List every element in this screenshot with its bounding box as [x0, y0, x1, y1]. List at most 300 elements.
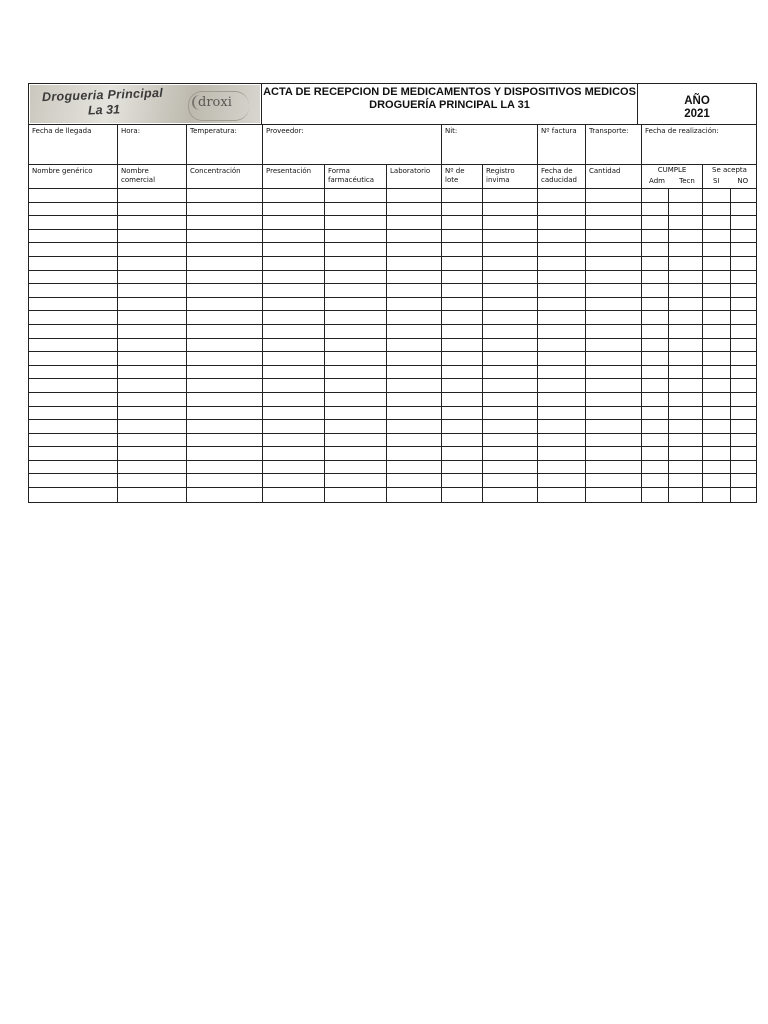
- table-cell[interactable]: [586, 216, 642, 229]
- field-fecha-llegada[interactable]: Fecha de llegada: [29, 125, 118, 164]
- table-cell[interactable]: [118, 271, 187, 284]
- table-cell[interactable]: [442, 230, 483, 243]
- table-cell[interactable]: [187, 339, 263, 352]
- table-cell[interactable]: [387, 420, 442, 433]
- table-cell[interactable]: [703, 366, 731, 379]
- table-cell[interactable]: [442, 243, 483, 256]
- table-cell[interactable]: [731, 257, 756, 270]
- table-cell[interactable]: [483, 488, 538, 502]
- table-cell[interactable]: [325, 311, 387, 324]
- table-cell[interactable]: [586, 488, 642, 502]
- table-cell[interactable]: [731, 325, 756, 338]
- table-cell[interactable]: [731, 339, 756, 352]
- table-cell[interactable]: [483, 298, 538, 311]
- table-cell[interactable]: [263, 379, 325, 392]
- table-cell[interactable]: [703, 284, 731, 297]
- table-cell[interactable]: [483, 243, 538, 256]
- table-cell[interactable]: [442, 434, 483, 447]
- table-cell[interactable]: [669, 203, 703, 216]
- table-cell[interactable]: [29, 393, 118, 406]
- table-cell[interactable]: [187, 230, 263, 243]
- table-cell[interactable]: [483, 257, 538, 270]
- table-cell[interactable]: [263, 420, 325, 433]
- table-cell[interactable]: [669, 393, 703, 406]
- table-cell[interactable]: [642, 325, 669, 338]
- table-cell[interactable]: [731, 366, 756, 379]
- table-cell[interactable]: [703, 298, 731, 311]
- table-cell[interactable]: [118, 257, 187, 270]
- table-cell[interactable]: [586, 311, 642, 324]
- table-cell[interactable]: [669, 189, 703, 202]
- table-cell[interactable]: [118, 298, 187, 311]
- table-cell[interactable]: [669, 461, 703, 474]
- field-fecha-realizacion[interactable]: Fecha de realización:: [645, 127, 719, 135]
- field-nit[interactable]: Nit:: [442, 125, 538, 164]
- table-cell[interactable]: [538, 420, 586, 433]
- table-cell[interactable]: [442, 325, 483, 338]
- table-cell[interactable]: [187, 434, 263, 447]
- table-cell[interactable]: [483, 379, 538, 392]
- table-cell[interactable]: [263, 203, 325, 216]
- table-cell[interactable]: [731, 189, 756, 202]
- table-cell[interactable]: [387, 216, 442, 229]
- table-cell[interactable]: [538, 393, 586, 406]
- table-cell[interactable]: [538, 243, 586, 256]
- table-cell[interactable]: [118, 284, 187, 297]
- table-cell[interactable]: [187, 216, 263, 229]
- table-cell[interactable]: [325, 447, 387, 460]
- table-cell[interactable]: [586, 298, 642, 311]
- table-cell[interactable]: [325, 189, 387, 202]
- table-cell[interactable]: [483, 230, 538, 243]
- table-cell[interactable]: [442, 216, 483, 229]
- table-cell[interactable]: [263, 339, 325, 352]
- table-cell[interactable]: [586, 461, 642, 474]
- table-cell[interactable]: [642, 488, 669, 502]
- table-cell[interactable]: [442, 393, 483, 406]
- table-cell[interactable]: [387, 311, 442, 324]
- table-cell[interactable]: [669, 420, 703, 433]
- table-cell[interactable]: [29, 447, 118, 460]
- table-cell[interactable]: [29, 461, 118, 474]
- table-cell[interactable]: [669, 352, 703, 365]
- table-cell[interactable]: [387, 488, 442, 502]
- table-cell[interactable]: [642, 393, 669, 406]
- table-cell[interactable]: [29, 325, 118, 338]
- field-transporte[interactable]: Transporte:: [586, 125, 642, 164]
- table-cell[interactable]: [29, 243, 118, 256]
- table-cell[interactable]: [187, 461, 263, 474]
- table-cell[interactable]: [669, 407, 703, 420]
- table-cell[interactable]: [538, 352, 586, 365]
- table-cell[interactable]: [187, 203, 263, 216]
- table-cell[interactable]: [387, 339, 442, 352]
- table-cell[interactable]: [263, 447, 325, 460]
- table-cell[interactable]: [442, 474, 483, 487]
- table-cell[interactable]: [29, 352, 118, 365]
- table-cell[interactable]: [187, 271, 263, 284]
- table-cell[interactable]: [29, 407, 118, 420]
- table-cell[interactable]: [483, 339, 538, 352]
- table-cell[interactable]: [187, 257, 263, 270]
- table-cell[interactable]: [29, 216, 118, 229]
- table-cell[interactable]: [442, 366, 483, 379]
- table-cell[interactable]: [703, 434, 731, 447]
- table-cell[interactable]: [669, 257, 703, 270]
- table-cell[interactable]: [325, 379, 387, 392]
- table-cell[interactable]: [703, 379, 731, 392]
- table-cell[interactable]: [538, 474, 586, 487]
- table-cell[interactable]: [669, 474, 703, 487]
- table-cell[interactable]: [118, 474, 187, 487]
- table-cell[interactable]: [325, 216, 387, 229]
- table-cell[interactable]: [483, 447, 538, 460]
- table-cell[interactable]: [483, 434, 538, 447]
- table-cell[interactable]: [187, 298, 263, 311]
- table-cell[interactable]: [703, 461, 731, 474]
- table-cell[interactable]: [703, 393, 731, 406]
- table-cell[interactable]: [586, 203, 642, 216]
- table-cell[interactable]: [731, 434, 756, 447]
- table-cell[interactable]: [29, 284, 118, 297]
- table-cell[interactable]: [325, 271, 387, 284]
- table-cell[interactable]: [187, 352, 263, 365]
- table-cell[interactable]: [669, 284, 703, 297]
- table-cell[interactable]: [29, 203, 118, 216]
- table-cell[interactable]: [703, 189, 731, 202]
- table-cell[interactable]: [703, 230, 731, 243]
- table-cell[interactable]: [325, 243, 387, 256]
- table-cell[interactable]: [442, 203, 483, 216]
- table-cell[interactable]: [538, 216, 586, 229]
- table-cell[interactable]: [703, 325, 731, 338]
- table-cell[interactable]: [387, 352, 442, 365]
- table-cell[interactable]: [118, 447, 187, 460]
- table-cell[interactable]: [642, 352, 669, 365]
- table-cell[interactable]: [263, 311, 325, 324]
- table-cell[interactable]: [642, 461, 669, 474]
- table-cell[interactable]: [703, 420, 731, 433]
- table-cell[interactable]: [669, 216, 703, 229]
- table-cell[interactable]: [669, 325, 703, 338]
- table-cell[interactable]: [703, 257, 731, 270]
- table-cell[interactable]: [263, 407, 325, 420]
- table-cell[interactable]: [703, 352, 731, 365]
- table-cell[interactable]: [731, 230, 756, 243]
- table-cell[interactable]: [442, 379, 483, 392]
- table-cell[interactable]: [442, 311, 483, 324]
- table-cell[interactable]: [642, 203, 669, 216]
- table-cell[interactable]: [118, 243, 187, 256]
- table-cell[interactable]: [669, 311, 703, 324]
- table-cell[interactable]: [442, 447, 483, 460]
- field-temperatura[interactable]: Temperatura:: [187, 125, 263, 164]
- table-cell[interactable]: [483, 325, 538, 338]
- table-cell[interactable]: [538, 298, 586, 311]
- table-cell[interactable]: [118, 407, 187, 420]
- table-cell[interactable]: [642, 420, 669, 433]
- table-cell[interactable]: [187, 189, 263, 202]
- table-cell[interactable]: [442, 298, 483, 311]
- table-cell[interactable]: [325, 474, 387, 487]
- table-cell[interactable]: [703, 474, 731, 487]
- table-cell[interactable]: [263, 488, 325, 502]
- table-cell[interactable]: [387, 230, 442, 243]
- table-cell[interactable]: [642, 407, 669, 420]
- table-cell[interactable]: [586, 257, 642, 270]
- table-cell[interactable]: [483, 393, 538, 406]
- table-cell[interactable]: [669, 447, 703, 460]
- table-cell[interactable]: [586, 339, 642, 352]
- table-cell[interactable]: [586, 420, 642, 433]
- table-cell[interactable]: [187, 447, 263, 460]
- table-cell[interactable]: [538, 230, 586, 243]
- table-cell[interactable]: [118, 216, 187, 229]
- table-cell[interactable]: [118, 393, 187, 406]
- table-cell[interactable]: [263, 434, 325, 447]
- table-cell[interactable]: [483, 352, 538, 365]
- table-cell[interactable]: [586, 352, 642, 365]
- table-cell[interactable]: [703, 216, 731, 229]
- table-cell[interactable]: [642, 230, 669, 243]
- table-cell[interactable]: [731, 379, 756, 392]
- table-cell[interactable]: [29, 474, 118, 487]
- table-cell[interactable]: [642, 474, 669, 487]
- table-cell[interactable]: [263, 461, 325, 474]
- table-cell[interactable]: [731, 488, 756, 502]
- table-cell[interactable]: [483, 420, 538, 433]
- table-cell[interactable]: [387, 407, 442, 420]
- table-cell[interactable]: [731, 271, 756, 284]
- table-cell[interactable]: [187, 393, 263, 406]
- table-cell[interactable]: [586, 379, 642, 392]
- table-cell[interactable]: [731, 352, 756, 365]
- table-cell[interactable]: [669, 366, 703, 379]
- table-cell[interactable]: [187, 379, 263, 392]
- table-cell[interactable]: [325, 434, 387, 447]
- table-cell[interactable]: [538, 271, 586, 284]
- table-cell[interactable]: [731, 203, 756, 216]
- table-cell[interactable]: [669, 230, 703, 243]
- table-cell[interactable]: [642, 216, 669, 229]
- table-cell[interactable]: [586, 271, 642, 284]
- table-cell[interactable]: [669, 434, 703, 447]
- table-cell[interactable]: [731, 461, 756, 474]
- table-cell[interactable]: [29, 339, 118, 352]
- table-cell[interactable]: [731, 474, 756, 487]
- table-cell[interactable]: [703, 271, 731, 284]
- field-factura[interactable]: Nº factura: [538, 125, 586, 164]
- table-cell[interactable]: [669, 379, 703, 392]
- table-cell[interactable]: [731, 311, 756, 324]
- table-cell[interactable]: [731, 284, 756, 297]
- table-cell[interactable]: [483, 474, 538, 487]
- table-cell[interactable]: [118, 325, 187, 338]
- table-cell[interactable]: [187, 488, 263, 502]
- table-cell[interactable]: [263, 474, 325, 487]
- table-cell[interactable]: [538, 203, 586, 216]
- table-cell[interactable]: [538, 379, 586, 392]
- table-cell[interactable]: [29, 257, 118, 270]
- table-cell[interactable]: [325, 407, 387, 420]
- table-cell[interactable]: [669, 339, 703, 352]
- table-cell[interactable]: [586, 407, 642, 420]
- table-cell[interactable]: [703, 407, 731, 420]
- table-cell[interactable]: [538, 407, 586, 420]
- table-cell[interactable]: [118, 379, 187, 392]
- table-cell[interactable]: [263, 189, 325, 202]
- table-cell[interactable]: [118, 203, 187, 216]
- table-cell[interactable]: [387, 461, 442, 474]
- table-cell[interactable]: [263, 243, 325, 256]
- table-cell[interactable]: [29, 189, 118, 202]
- table-cell[interactable]: [325, 203, 387, 216]
- table-cell[interactable]: [642, 271, 669, 284]
- table-cell[interactable]: [586, 243, 642, 256]
- table-cell[interactable]: [483, 366, 538, 379]
- table-cell[interactable]: [29, 311, 118, 324]
- field-hora[interactable]: Hora:: [118, 125, 187, 164]
- table-cell[interactable]: [263, 352, 325, 365]
- table-cell[interactable]: [387, 434, 442, 447]
- table-cell[interactable]: [642, 379, 669, 392]
- table-cell[interactable]: [538, 284, 586, 297]
- table-cell[interactable]: [731, 447, 756, 460]
- table-cell[interactable]: [669, 488, 703, 502]
- table-cell[interactable]: [118, 230, 187, 243]
- table-cell[interactable]: [263, 216, 325, 229]
- table-cell[interactable]: [642, 339, 669, 352]
- table-cell[interactable]: [483, 407, 538, 420]
- table-cell[interactable]: [642, 434, 669, 447]
- table-cell[interactable]: [586, 434, 642, 447]
- table-cell[interactable]: [703, 447, 731, 460]
- table-cell[interactable]: [642, 366, 669, 379]
- table-cell[interactable]: [483, 203, 538, 216]
- table-cell[interactable]: [703, 203, 731, 216]
- table-cell[interactable]: [442, 461, 483, 474]
- table-cell[interactable]: [731, 243, 756, 256]
- table-cell[interactable]: [442, 407, 483, 420]
- table-cell[interactable]: [538, 488, 586, 502]
- table-cell[interactable]: [483, 311, 538, 324]
- table-cell[interactable]: [538, 447, 586, 460]
- table-cell[interactable]: [29, 298, 118, 311]
- table-cell[interactable]: [703, 339, 731, 352]
- table-cell[interactable]: [642, 189, 669, 202]
- table-cell[interactable]: [325, 339, 387, 352]
- table-cell[interactable]: [586, 393, 642, 406]
- table-cell[interactable]: [642, 311, 669, 324]
- table-cell[interactable]: [263, 366, 325, 379]
- table-cell[interactable]: [263, 325, 325, 338]
- table-cell[interactable]: [586, 325, 642, 338]
- table-cell[interactable]: [703, 311, 731, 324]
- table-cell[interactable]: [263, 230, 325, 243]
- table-cell[interactable]: [703, 488, 731, 502]
- table-cell[interactable]: [29, 488, 118, 502]
- table-cell[interactable]: [586, 447, 642, 460]
- table-cell[interactable]: [29, 230, 118, 243]
- table-cell[interactable]: [703, 243, 731, 256]
- table-cell[interactable]: [263, 271, 325, 284]
- table-cell[interactable]: [263, 257, 325, 270]
- table-cell[interactable]: [118, 366, 187, 379]
- table-cell[interactable]: [538, 434, 586, 447]
- table-cell[interactable]: [387, 474, 442, 487]
- table-cell[interactable]: [118, 461, 187, 474]
- table-cell[interactable]: [642, 257, 669, 270]
- table-cell[interactable]: [586, 284, 642, 297]
- table-cell[interactable]: [387, 284, 442, 297]
- table-cell[interactable]: [642, 243, 669, 256]
- table-cell[interactable]: [263, 393, 325, 406]
- table-cell[interactable]: [387, 325, 442, 338]
- table-cell[interactable]: [118, 352, 187, 365]
- table-cell[interactable]: [442, 488, 483, 502]
- table-cell[interactable]: [325, 298, 387, 311]
- table-cell[interactable]: [325, 257, 387, 270]
- table-cell[interactable]: [325, 420, 387, 433]
- table-cell[interactable]: [731, 298, 756, 311]
- table-cell[interactable]: [187, 420, 263, 433]
- field-proveedor[interactable]: Proveedor:: [263, 125, 442, 164]
- table-cell[interactable]: [187, 325, 263, 338]
- table-cell[interactable]: [442, 271, 483, 284]
- table-cell[interactable]: [483, 461, 538, 474]
- table-cell[interactable]: [642, 298, 669, 311]
- table-cell[interactable]: [538, 366, 586, 379]
- table-cell[interactable]: [29, 434, 118, 447]
- table-cell[interactable]: [538, 257, 586, 270]
- table-cell[interactable]: [29, 420, 118, 433]
- table-cell[interactable]: [263, 284, 325, 297]
- table-cell[interactable]: [669, 271, 703, 284]
- table-cell[interactable]: [538, 339, 586, 352]
- table-cell[interactable]: [187, 311, 263, 324]
- table-cell[interactable]: [442, 339, 483, 352]
- table-cell[interactable]: [731, 393, 756, 406]
- table-cell[interactable]: [387, 243, 442, 256]
- table-cell[interactable]: [538, 189, 586, 202]
- table-cell[interactable]: [387, 203, 442, 216]
- table-cell[interactable]: [187, 284, 263, 297]
- table-cell[interactable]: [187, 407, 263, 420]
- table-cell[interactable]: [325, 284, 387, 297]
- table-cell[interactable]: [483, 284, 538, 297]
- table-cell[interactable]: [586, 189, 642, 202]
- table-cell[interactable]: [442, 352, 483, 365]
- table-cell[interactable]: [187, 243, 263, 256]
- table-cell[interactable]: [387, 393, 442, 406]
- table-cell[interactable]: [731, 216, 756, 229]
- table-cell[interactable]: [483, 271, 538, 284]
- table-cell[interactable]: [325, 325, 387, 338]
- table-cell[interactable]: [387, 257, 442, 270]
- table-cell[interactable]: [325, 230, 387, 243]
- table-cell[interactable]: [483, 216, 538, 229]
- table-cell[interactable]: [325, 366, 387, 379]
- table-cell[interactable]: [442, 257, 483, 270]
- table-cell[interactable]: [118, 420, 187, 433]
- table-cell[interactable]: [387, 447, 442, 460]
- table-cell[interactable]: [586, 230, 642, 243]
- table-cell[interactable]: [442, 189, 483, 202]
- table-cell[interactable]: [669, 243, 703, 256]
- table-cell[interactable]: [387, 298, 442, 311]
- table-cell[interactable]: [731, 420, 756, 433]
- table-cell[interactable]: [586, 474, 642, 487]
